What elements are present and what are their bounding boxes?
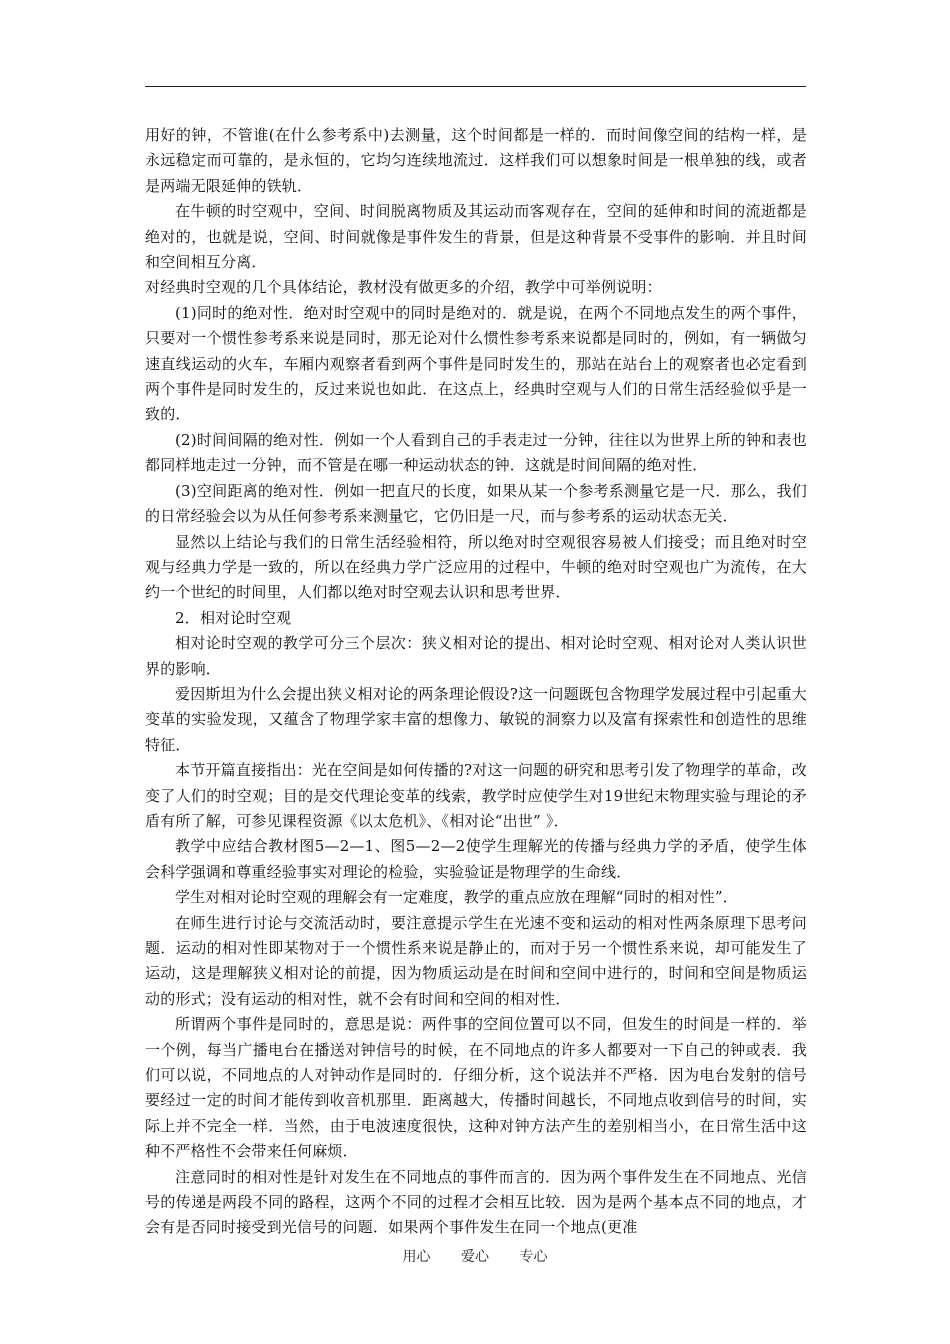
paragraph: 注意同时的相对性是针对发生在不同地点的事件而言的．因为两个事件发生在不同地点、光信号的传递是两段不同的路程，这两个不同的过程才会相互比较．因为是两个基本点不同的地点，才会有是否同时接受到光信号的问题．如果两个事件发生在同一个地点(更准: [145, 1167, 807, 1237]
paragraph: 显然以上结论与我们的日常生活经验相符，所以绝对时空观很容易被人们接受；而且绝对时空观与经典力学是一致的，所以在经典力学广泛应用的过程中，牛顿的绝对时空观也广为流传，在大约一个世纪的时间里，人们都以绝对时空观去认识和思考世界．: [145, 532, 807, 602]
paragraph: 所谓两个事件是同时的，意思是说：两件事的空间位置可以不同，但发生的时间是一样的．举一个例，每当广播电台在播送对钟信号的时候，在不同地点的许多人都要对一下自己的钟或表．我们可以说，不同地点的人对钟动作是同时的．仔细分析，这个说法并不严格．因为电台发射的信号要经过一定的时间才能传到收音机那里．距离越大，传播时间越长，不同地点收到信号的时间，实际上并不完全一样．当然，由于电波速度很快，这种对钟方法产生的差别相当小，在日常生活中这种不严格性不会带来任何麻烦．: [145, 1015, 807, 1161]
footer-text: 爱心: [461, 1249, 489, 1265]
paragraph: 爱因斯坦为什么会提出狭义相对论的两条理论假设?这一问题既包含物理学发展过程中引起重大变革的实验发现，又蕴含了物理学家丰富的想像力、敏锐的洞察力以及富有探索性和创造性的思维特征．: [145, 684, 807, 754]
paragraph: (2)时间间隔的绝对性．例如一个人看到自己的手表走过一分钟，往往以为世界上所的钟和表也都同样地走过一分钟，而不管是在哪一种运动状态的钟．这就是时间间隔的绝对性．: [145, 430, 807, 475]
page-footer: [0, 1246, 950, 1266]
paragraph: 在牛顿的时空观中，空间、时间脱离物质及其运动而客观存在，空间的延伸和时间的流逝都是绝对的，也就是说，空间、时间就像是事件发生的背景，但是这种背景不受事件的影响．并且时间和空间相互分离．: [145, 202, 807, 272]
paragraph: 在师生进行讨论与交流活动时，要注意提示学生在光速不变和运动的相对性两条原理下思考问题．运动的相对性即某物对于一个惯性系来说是静止的，而对于另一个惯性系来说，却可能发生了运动，这是理解狭义相对论的前提，因为物质运动是在时间和空间中进行的，时间和空间是物质运动的形式；没有运动的相对性，就不会有时间和空间的相对性．: [145, 913, 807, 1008]
footer-text: 用心: [402, 1249, 431, 1265]
paragraph: (1)同时的绝对性．绝对时空观中的同时是绝对的．就是说，在两个不同地点发生的两个事件，只要对一个惯性参考系来说是同时，那无论对什么惯性参考系来说都是同时的，例如，有一辆做匀速直线运动的火车，车厢内观察者看到两个事件是同时发生的，那站在站台上的观察者也必定看到两个事件是同时发生的，反过来说也如此．在这点上，经典时空观与人们的日常生活经验似乎是一致的．: [145, 303, 807, 424]
paragraph: (3)空间距离的绝对性．例如一把直尺的长度，如果从某一个参考系测量它是一尺．那么，我们的日常经验会以为从任何参考系来测量它，它仍旧是一尺，而与参考系的运动状态无关．: [145, 481, 807, 526]
paragraph: 教学中应结合教材图5—2—1、图5—2—2使学生理解光的传播与经典力学的矛盾，使学生体会科学强调和尊重经验事实对理论的检验，实验验证是物理学的生命线．: [145, 837, 807, 881]
paragraph: 学生对相对论时空观的理解会有一定难度，教学的重点应放在理解“同时的相对性”．: [175, 888, 738, 907]
paragraph: 本节开篇直接指出：光在空间是如何传播的?对这一问题的研究和思考引发了物理学的革命，改变了人们的时空观；目的是交代理论变革的线索，教学时应使学生对19世纪末物理实验与理论的矛盾有所了解，可参见课程资源《以太危机》、《相对论“出世” 》．: [145, 761, 807, 830]
paragraph: 相对论时空观的教学可分三个层次：狭义相对论的提出、相对论时空观、相对论对人类认识世界的影响．: [145, 634, 807, 678]
paragraph: 对经典时空观的几个具体结论，教材没有做更多的介绍，教学中可举例说明：: [145, 278, 662, 297]
footer-text: 专心: [519, 1249, 548, 1265]
document-body: [145, 123, 807, 1241]
paragraph: 用好的钟，不管谁(在什么参考系中)去测量，这个时间都是一样的．而时间像空间的结构一样，是永远稳定而可靠的，是永恒的，它均匀连续地流过．这样我们可以想象时间是一根单独的线，或者是两端无限延伸的铁轨．: [145, 126, 807, 195]
section-heading: 2．相对论时空观: [175, 608, 292, 627]
header-rule: [145, 86, 806, 87]
